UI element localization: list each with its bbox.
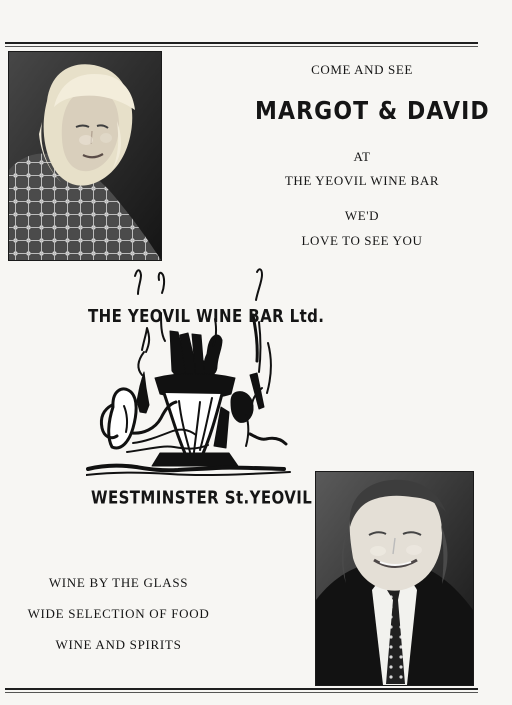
- offer-wine-spirits: WINE AND SPIRITS: [55, 637, 182, 652]
- logo-address: WESTMINSTER St.YEOVIL: [91, 486, 313, 509]
- names-headline: MARGOT & DAVID: [255, 97, 490, 126]
- margot-photo: [8, 51, 162, 261]
- venue-line: THE YEOVIL WINE BAR: [284, 173, 440, 188]
- wed-line: WE'D: [344, 208, 380, 223]
- wine-bar-logo-art: [86, 264, 325, 482]
- offer-food: WIDE SELECTION OF FOOD: [27, 606, 210, 621]
- david-photo: [315, 471, 474, 686]
- at-line: AT: [353, 149, 371, 164]
- top-border-thick: [5, 42, 478, 44]
- love-line: LOVE TO SEE YOU: [301, 233, 423, 248]
- top-border-thin: [5, 46, 478, 47]
- invite-line: COME AND SEE: [311, 62, 413, 77]
- offer-wine-by-glass: WINE BY THE GLASS: [48, 575, 189, 590]
- logo-title: THE YEOVIL WINE BAR Ltd.: [88, 305, 325, 327]
- bottom-border-thin: [5, 692, 478, 693]
- bottom-border-thick: [5, 688, 478, 690]
